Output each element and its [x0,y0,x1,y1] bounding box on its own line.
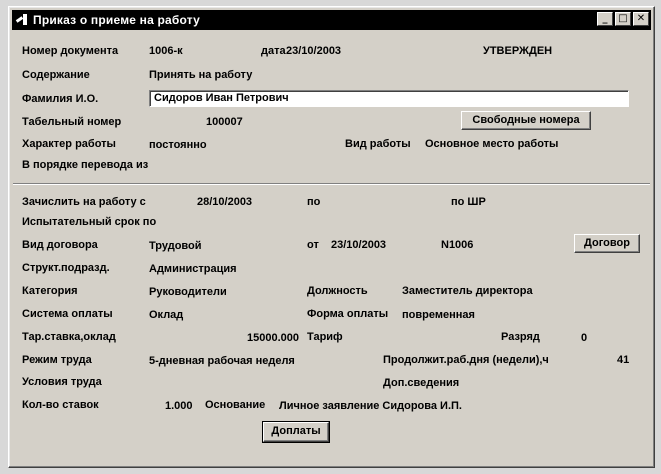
enroll-label: Зачислить на работу с [22,196,146,208]
to-label: по [307,196,321,208]
date-label: дата [261,45,286,57]
contract-button[interactable]: Договор [574,234,640,253]
section-divider [13,183,650,185]
doc-number-value: 1006-к [149,45,183,57]
conditions-label: Условия труда [22,376,102,388]
grade-value: 0 [581,332,588,344]
work-nature-value: постоянно [149,139,207,151]
content-value: Принять на работу [149,69,253,81]
bonus-button[interactable]: Доплаты [263,422,329,442]
rates-count-value: 1.000 [165,400,193,412]
restore-button[interactable]: □ [615,12,631,26]
schedule-value: 5-дневная рабочая неделя [149,355,295,367]
rate-value: 15000.000 [247,332,299,344]
close-button[interactable]: ✕ [633,12,649,26]
app-icon [15,13,29,27]
probation-label: Испытательный срок по [22,216,157,228]
fio-label: Фамилия И.О. [22,93,99,105]
pay-system-value: Оклад [149,309,184,321]
transfer-label: В порядке перевода из [22,159,149,171]
basis-label: Основание [205,399,266,411]
unit-value: Администрация [149,263,237,275]
date-value: 23/10/2003 [286,45,342,57]
contract-type-value: Трудовой [149,240,202,252]
free-numbers-button[interactable]: Свободные номера [461,111,591,130]
window-title: Приказ о приеме на работу [33,13,201,27]
extra-info-label: Доп.сведения [383,377,460,389]
work-type-label: Вид работы [345,138,411,150]
position-value: Заместитель директора [402,285,533,297]
minimize-button[interactable]: _ [597,12,613,26]
contract-type-label: Вид договора [22,239,98,251]
content-label: Содержание [22,69,90,81]
pay-form-value: повременная [402,309,475,321]
tab-number-value: 100007 [206,116,243,128]
basis-value: Личное заявление Сидорова И.П. [279,400,462,412]
tab-number-label: Табельный номер [22,116,122,128]
schedule-label: Режим труда [22,354,92,366]
tariff-label: Тариф [307,331,343,343]
contract-number: N1006 [441,239,474,251]
unit-label: Структ.подразд. [22,262,110,274]
doc-number-label: Номер документа [22,45,119,57]
position-label: Должность [307,285,368,297]
pay-system-label: Система оплаты [22,308,113,320]
duration-label: Продолжит.раб.дня (недели),ч [383,354,549,366]
pay-form-label: Форма оплаты [307,308,389,320]
status-badge: УТВЕРЖДЕН [483,45,553,57]
work-type-value: Основное место работы [425,138,559,150]
work-nature-label: Характер работы [22,138,116,150]
contract-date: 23/10/2003 [331,239,387,251]
grade-label: Разряд [501,331,540,343]
category-value: Руководители [149,286,227,298]
rate-label: Тар.ставка,оклад [22,331,116,343]
category-label: Категория [22,285,78,297]
duration-value: 41 [617,354,630,366]
rates-count-label: Кол-во ставок [22,399,99,411]
title-bar[interactable] [12,10,651,30]
from-label: от [307,239,319,251]
enroll-date: 28/10/2003 [197,196,253,208]
staff-label: по ШР [451,196,486,208]
order-window [8,6,655,468]
fio-field[interactable]: Сидоров Иван Петрович [149,90,629,107]
